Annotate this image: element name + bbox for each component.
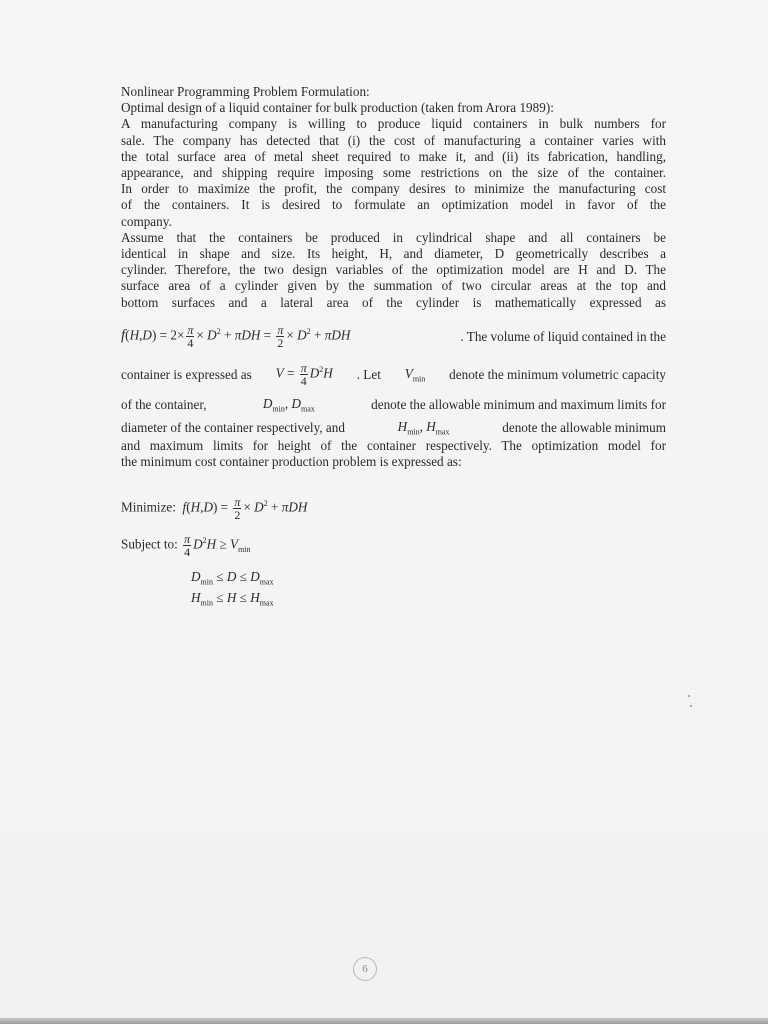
d-limits-symbols: $D_{min}$, $D_{max}$: [262, 396, 315, 414]
equation-2-mid: . Let: [356, 366, 381, 382]
paragraph-3-line: and maximum limits for height of the container respectively. The optimization model for: [121, 438, 666, 453]
volume-equation-line: [121, 362, 666, 387]
minimize-label: Minimize:: [121, 499, 176, 515]
paragraph-1-line: sale. The company has detected that (i) the cost of manufacturing a container varies with: [121, 132, 666, 148]
volume-constraint: Subject to: $\frac{\pi}{4}$ $D^2H \ge V_{min}$: [121, 532, 251, 559]
body-text: [121, 84, 666, 311]
v-min-symbol: $V_{min}$: [404, 365, 426, 384]
volume-formula: V = $\frac{\pi}{4}$ $D^2H$: [275, 361, 333, 388]
paragraph-2-line: cylinder. Therefore, the two design variables of the optimization model are H and D. The: [121, 262, 666, 278]
equation-3-lead: of the container,: [121, 396, 207, 412]
diameter-constraint: $D_{min} \le D \le D_{max}$: [191, 569, 274, 587]
equation-4-tail: denote the allowable minimum: [502, 419, 666, 435]
paragraph-2-line: identical in shape and size. Its height, H, and diameter, D geometrically describes a: [121, 246, 666, 262]
paragraph-3-line: the minimum cost container production problem is expressed as:: [121, 454, 462, 470]
height-constraint: $H_{min} \le H \le H_{max}$: [191, 590, 274, 608]
paragraph-3: [121, 438, 666, 470]
subheading: Optimal design of a liquid container for bulk production (taken from Arora 1989):: [121, 100, 554, 116]
paragraph-2-line: Assume that the containers be produced in cylindrical shape and all containers be: [121, 229, 666, 245]
paragraph-1-line: company.: [121, 213, 172, 229]
scan-speck: [690, 705, 692, 707]
page-bottom-edge: [0, 1018, 768, 1024]
page-number: 6: [353, 957, 377, 981]
scan-speck: [688, 695, 690, 697]
surface-area-equation-line: [121, 324, 666, 349]
paragraph-2-line: bottom surfaces and a lateral area of the cylinder is mathematically expressed as: [121, 294, 666, 310]
objective-function: Minimize: f(H,D) = $\frac{\pi}{2}$ × $D^2 + \pi DH$: [121, 495, 308, 522]
paragraph-1-line: A manufacturing company is willing to produce liquid containers in bulk numbers for: [121, 116, 666, 132]
equation-2-tail: denote the minimum volumetric capacity: [449, 366, 666, 382]
height-limits-line: [121, 419, 666, 437]
h-limits-symbols: $H_{min}$, $H_{max}$: [397, 419, 450, 437]
heading: Nonlinear Programming Problem Formulation:: [121, 84, 370, 99]
diameter-limits-line: [121, 396, 666, 414]
subject-to-label: Subject to:: [121, 536, 178, 552]
paragraph-1-line: the total surface area of metal sheet required to make it, and (ii) its fabrication, handling,: [121, 148, 666, 164]
equation-3-tail: denote the allowable minimum and maximum limits for: [371, 396, 666, 412]
equation-1-tail: . The volume of liquid contained in the: [460, 328, 666, 344]
equation-4-lead: diameter of the container respectively, and: [121, 419, 345, 435]
paragraph-1-line: appearance, and shipping require imposing some restrictions on the size of the container.: [121, 165, 666, 181]
equation-2-lead: container is expressed as: [121, 366, 252, 382]
surface-area-formula: f(H,D) = 2× $\frac{\pi}{4}$ × $D^2 + \pi DH$ = $\frac{\pi}{2}$ × $D^2 + \pi DH$: [121, 323, 351, 350]
paragraph-2-line: surface area of a cylinder given by the summation of two circular areas at the top and: [121, 278, 666, 294]
paragraph-1-line: of the containers. It is desired to formulate an optimization model in favor of the: [121, 197, 666, 213]
paragraph-1-line: In order to maximize the profit, the company desires to minimize the manufacturing cost: [121, 181, 666, 197]
